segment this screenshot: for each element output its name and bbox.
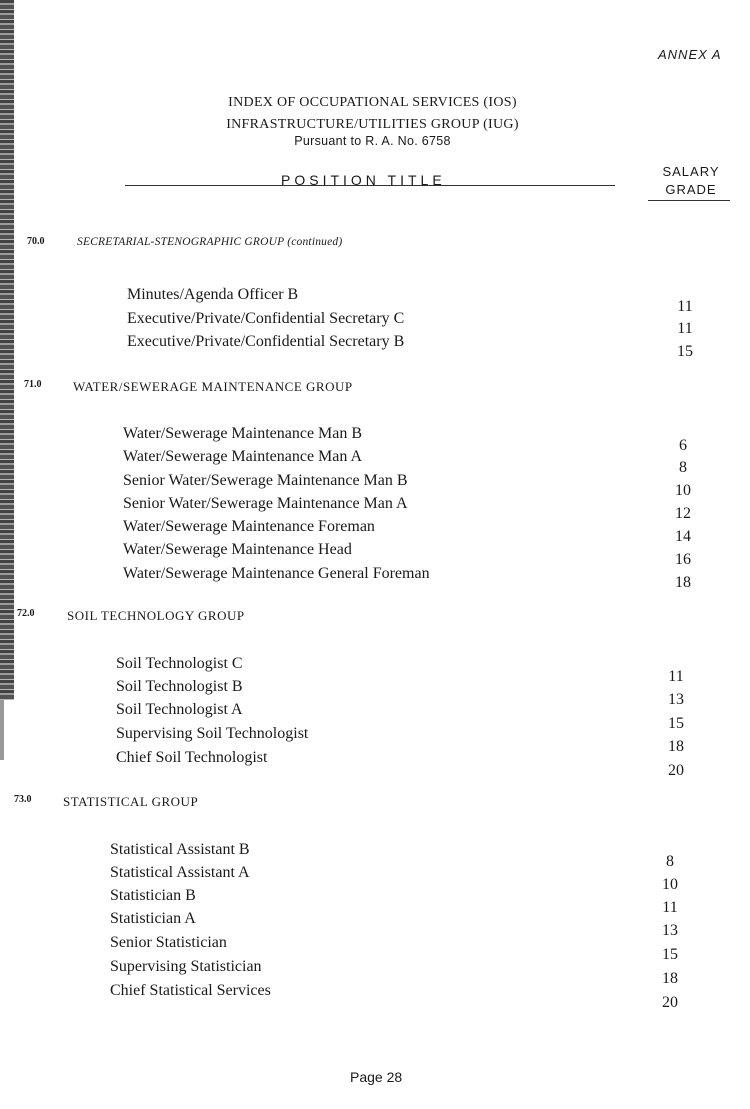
salary-grade: 8: [679, 459, 687, 476]
group-number: 73.0: [14, 794, 32, 805]
position-title: Water/Sewerage Maintenance General Foreman: [123, 565, 430, 582]
position-title: Statistical Assistant B: [110, 841, 250, 858]
group-name: STATISTICAL GROUP: [63, 794, 199, 809]
salary-grade: 11: [668, 668, 684, 685]
position-title: Chief Statistical Services: [110, 982, 271, 999]
position-title: Chief Soil Technologist: [116, 749, 268, 766]
column-header-position-title: POSITION TITLE: [281, 172, 446, 188]
salary-grade: 8: [666, 853, 674, 870]
position-title: Supervising Statistician: [110, 958, 262, 975]
position-title: Soil Technologist C: [116, 655, 243, 672]
position-title: Senior Water/Sewerage Maintenance Man B: [123, 472, 408, 489]
salary-grade: 18: [668, 738, 684, 755]
scan-edge-artifact: [0, 0, 14, 700]
position-title: Water/Sewerage Maintenance Foreman: [123, 518, 375, 535]
salary-grade: 13: [668, 691, 684, 708]
salary-grade: 20: [668, 762, 684, 779]
group-name: SOIL TECHNOLOGY GROUP: [67, 608, 245, 623]
salary-grade-rule: [648, 200, 730, 201]
position-title: Senior Water/Sewerage Maintenance Man A: [123, 495, 408, 512]
position-title: Executive/Private/Confidential Secretary C: [127, 310, 405, 327]
salary-grade: 13: [662, 922, 678, 939]
page-number: Page 28: [350, 1069, 403, 1085]
salary-grade: 12: [675, 505, 691, 522]
group-name: SECRETARIAL-STENOGRAPHIC GROUP (continued): [77, 236, 343, 248]
group-number: 71.0: [24, 379, 42, 390]
salary-grade: 15: [677, 343, 693, 360]
position-title: Water/Sewerage Maintenance Man A: [123, 448, 363, 465]
group-number: 72.0: [17, 608, 35, 619]
salary-grade: 18: [662, 970, 678, 987]
position-title: Statistician B: [110, 887, 196, 904]
position-title: Minutes/Agenda Officer B: [127, 286, 299, 303]
salary-grade: 14: [675, 528, 691, 545]
position-title: Executive/Private/Confidential Secretary B: [127, 333, 405, 350]
salary-grade: 10: [662, 876, 678, 893]
position-title: Soil Technologist B: [116, 678, 243, 695]
position-title: Water/Sewerage Maintenance Head: [123, 541, 352, 558]
salary-grade: 11: [677, 320, 693, 337]
doc-title-line-1: INDEX OF OCCUPATIONAL SERVICES (IOS): [228, 95, 517, 110]
salary-grade: 20: [662, 994, 678, 1011]
salary-grade: 11: [677, 298, 693, 315]
salary-grade: 10: [675, 482, 691, 499]
salary-grade: 15: [662, 946, 678, 963]
position-title: Water/Sewerage Maintenance Man B: [123, 425, 363, 442]
position-title: Statistical Assistant A: [110, 864, 250, 881]
position-title: Statistician A: [110, 910, 196, 927]
group-number: 70.0: [27, 236, 45, 247]
group-name: WATER/SEWERAGE MAINTENANCE GROUP: [73, 379, 353, 394]
salary-grade: 11: [662, 899, 678, 916]
salary-grade: 18: [675, 574, 691, 591]
column-header-salary: SALARY: [662, 164, 720, 179]
doc-title-line-3: Pursuant to R. A. No. 6758: [294, 134, 451, 148]
salary-grade: 15: [668, 715, 684, 732]
position-title: Senior Statistician: [110, 934, 227, 951]
annex-label: ANNEX A: [658, 47, 722, 62]
doc-title-line-2: INFRASTRUCTURE/UTILITIES GROUP (IUG): [226, 117, 519, 132]
scan-edge-artifact-lower: [0, 700, 4, 760]
salary-grade: 6: [679, 437, 687, 454]
salary-grade: 16: [675, 551, 691, 568]
position-title: Supervising Soil Technologist: [116, 725, 309, 742]
position-title: Soil Technologist A: [116, 701, 243, 718]
column-header-grade: GRADE: [665, 182, 717, 197]
